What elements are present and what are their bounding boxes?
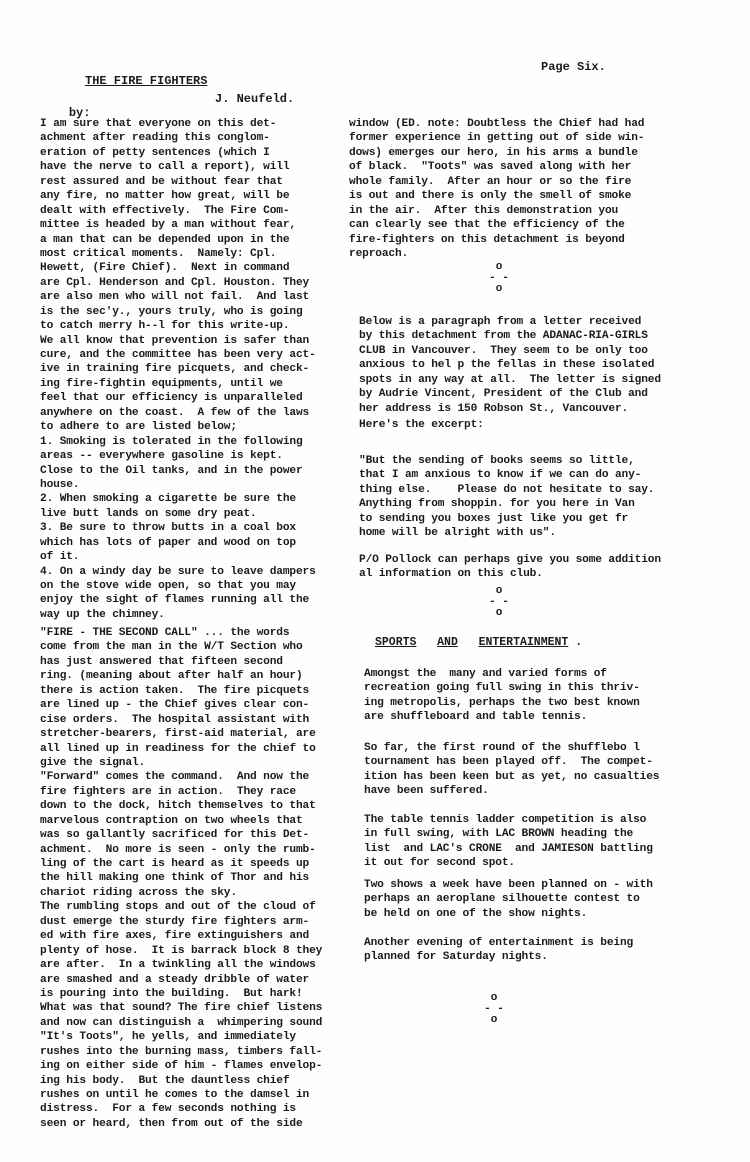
text-line: have the nerve to call a report), will xyxy=(40,161,290,174)
right-paragraph-shuffleboard xyxy=(364,741,659,799)
text-line: anywhere on the coast. A few of the laws xyxy=(40,406,310,419)
text-line: are smashed and a steady dribble of water xyxy=(40,973,310,986)
text-line: that I am anxious to know if we can do any- xyxy=(359,469,642,482)
right-paragraph-rescue xyxy=(349,117,644,261)
text-line: seen or heard, then from out of the side xyxy=(40,1117,303,1130)
separator-dot: o xyxy=(495,607,503,619)
text-line: all lined up in readiness for the chief to xyxy=(40,742,316,755)
text-line: I am sure that everyone on this det- xyxy=(40,118,277,130)
text-line: mittee is headed by a man without fear, xyxy=(40,219,296,232)
text-line: reproach. xyxy=(349,247,409,260)
sports-heading-trail: . xyxy=(568,636,583,649)
text-line: her address is 150 Robson St., Vancouver. xyxy=(359,402,629,415)
text-line: by Audrie Vincent, President of the Club and xyxy=(359,388,648,401)
text-line: window (ED. note: Doubtless the Chief had had xyxy=(349,118,645,130)
text-line: thing else. Please do not hesitate to say. xyxy=(359,483,655,496)
text-line: any fire, no matter how great, will be xyxy=(40,190,290,203)
right-paragraph-excerpt xyxy=(359,454,654,541)
text-line: "Forward" comes the command. And now the xyxy=(40,771,310,784)
text-line: come from the man in the W/T Section who xyxy=(40,641,303,654)
text-line: to sending you boxes just like you get fr xyxy=(359,512,629,525)
text-line: Hewett, (Fire Chief). Next in command xyxy=(40,262,290,275)
text-line: are after. In a twinkling all the windows xyxy=(40,959,316,972)
text-line: feel that our efficiency is unparalleled xyxy=(40,392,303,405)
separator-dashes: - - xyxy=(489,272,509,284)
text-line: distress. For a few seconds nothing is xyxy=(40,1103,296,1116)
text-line: ing on either side of him - flames envelop- xyxy=(40,1060,323,1073)
right-paragraph-shows xyxy=(364,878,653,921)
text-line: whole family. After an hour or so the fire xyxy=(349,175,632,188)
sports-heading-word: ENTERTAINMENT xyxy=(478,636,569,649)
text-line: enjoy the sight of flames running all the xyxy=(40,594,310,607)
separator-dot: o xyxy=(495,261,503,273)
text-line: is pouring into the building. But hark! xyxy=(40,987,303,1000)
text-line: tournament has been played off. The compet- xyxy=(364,756,653,769)
text-line: on the stove wide open, so that you may xyxy=(40,580,296,592)
text-line: are also men who will not fail. And last xyxy=(40,291,310,304)
text-line: Close to the Oil tanks, and in the power xyxy=(40,464,303,477)
text-line: it out for second spot. xyxy=(364,857,515,870)
text-line: there is action taken. The fire picquets xyxy=(40,684,310,697)
text-line: home will be alright with us". xyxy=(359,527,556,540)
text-line: achment. No more is seen - only the rumb- xyxy=(40,843,316,856)
right-paragraph-table-tennis xyxy=(364,813,653,871)
text-line: stretcher-bearers, first-aid material, are xyxy=(40,728,316,741)
text-line: ive in training fire picquets, and check- xyxy=(40,363,310,376)
right-paragraph-letter-intro xyxy=(359,315,661,416)
text-line: are lined up - the Chief gives clear con- xyxy=(40,699,310,712)
text-line: list and LAC's CRONE and JAMIESON battling xyxy=(364,842,653,855)
by-label: by: xyxy=(68,106,91,120)
text-line: "FIRE - THE SECOND CALL" ... the words xyxy=(40,627,290,639)
right-paragraph-recreation xyxy=(364,667,640,725)
text-line: ring. (meaning about after half an hour) xyxy=(40,670,303,683)
text-line: dust emerge the sturdy fire fighters arm- xyxy=(40,915,310,928)
right-paragraph-pollock-note xyxy=(359,553,661,582)
separator-dot: o xyxy=(490,1014,498,1026)
text-line: recreation going full swing in this thriv- xyxy=(364,682,640,695)
text-line: 2. When smoking a cigarette be sure the xyxy=(40,493,296,506)
article-title: THE FIRE FIGHTERS xyxy=(85,74,208,88)
separator-dot: o xyxy=(495,283,503,295)
text-line: al information on this club. xyxy=(359,568,543,581)
text-line: marvelous contraption on two wheels that xyxy=(40,814,303,827)
text-line: rushes into the burning mass, timbers fall- xyxy=(40,1045,323,1058)
text-line: dealt with effectively. The Fire Com- xyxy=(40,204,290,217)
separator-dashes: - - xyxy=(489,596,509,608)
text-line: way up the chimney. xyxy=(40,608,165,621)
author-name: J. Neufeld. xyxy=(215,92,295,106)
separator-dot: o xyxy=(495,585,503,597)
text-line: achment after reading this conglom- xyxy=(40,132,270,145)
text-line: live butt lands on some dry peat. xyxy=(40,507,257,520)
text-line: So far, the first round of the shufflebo l xyxy=(364,742,640,754)
text-line: perhaps an aeroplane silhouette contest to xyxy=(364,893,640,906)
text-line: a man that can be depended upon in the xyxy=(40,233,290,246)
text-line: cure, and the committee has been very act- xyxy=(40,349,316,361)
text-line: Two shows a week have been planned on - with xyxy=(364,879,653,891)
text-line: Below is a paragraph from a letter received xyxy=(359,316,642,328)
text-line: 4. On a windy day be sure to leave dampers xyxy=(40,565,316,578)
text-line: areas -- everywhere gasoline is kept. xyxy=(40,450,283,463)
text-line: Amongst the many and varied forms of xyxy=(364,668,607,680)
text-line: are Cpl. Henderson and Cpl. Houston. They xyxy=(40,276,310,289)
right-paragraph-evening xyxy=(364,936,633,965)
left-paragraph-second-call xyxy=(40,626,322,1131)
text-line: planned for Saturday nights. xyxy=(364,951,548,964)
section-separator xyxy=(484,993,504,1026)
text-line: P/O Pollock can perhaps give you some addition xyxy=(359,554,661,566)
text-line: Anything from shoppin. for you here in Van xyxy=(359,498,635,511)
text-line: most critical moments. Namely: Cpl. xyxy=(40,247,277,260)
sports-heading xyxy=(375,636,582,649)
text-line: cise orders. The hospital assistant with xyxy=(40,713,310,726)
text-line: ition has been keen but as yet, no casualties xyxy=(364,770,660,783)
text-line: ling of the cart is heard as it speeds up xyxy=(40,858,310,870)
text-line: give the signal. xyxy=(40,756,146,769)
text-line: ing metropolis, perhaps the two best known xyxy=(364,696,640,709)
text-line: 3. Be sure to throw butts in a coal box xyxy=(40,522,296,535)
text-line: which has lots of paper and wood on top xyxy=(40,536,296,549)
text-line: house. xyxy=(40,478,80,491)
text-line: rushes on until he comes to the damsel in xyxy=(40,1089,310,1101)
section-separator xyxy=(489,262,509,295)
text-line: be held on one of the show nights. xyxy=(364,907,588,920)
text-line: Another evening of entertainment is being xyxy=(364,937,634,949)
text-line: dows) emerges our hero, in his arms a bundle xyxy=(349,146,638,159)
text-line: down to the dock, hitch themselves to that xyxy=(40,800,316,813)
text-line: ed with fire axes, fire extinguishers and xyxy=(40,930,310,943)
text-line: was so gallantly sacrificed for this Det- xyxy=(40,829,310,842)
text-line: We all know that prevention is safer than xyxy=(40,334,310,347)
text-line: have been suffered. xyxy=(364,785,489,798)
left-paragraph-fire-committee xyxy=(40,117,316,622)
section-separator xyxy=(489,586,509,619)
sports-heading-and: AND xyxy=(437,636,458,649)
text-line: the hill making one think of Thor and his xyxy=(40,872,310,885)
text-line: of black. "Toots" was saved along with her xyxy=(349,161,632,174)
text-line: to catch merry h--l for this write-up. xyxy=(40,320,290,333)
text-line: plenty of hose. It is barrack block 8 they xyxy=(40,944,323,957)
text-line: The rumbling stops and out of the cloud of xyxy=(40,901,316,914)
text-line: The table tennis ladder competition is also xyxy=(364,814,647,826)
text-line: in full swing, with LAC BROWN heading the xyxy=(364,828,634,841)
text-line: 1. Smoking is tolerated in the following xyxy=(40,435,303,448)
text-line: fire-fighters on this detachment is beyond xyxy=(349,233,625,246)
text-line: of it. xyxy=(40,551,80,564)
text-line: has just answered that fifteen second xyxy=(40,655,283,668)
text-line: Here's the excerpt: xyxy=(359,419,484,431)
separator-dot: o xyxy=(490,992,498,1004)
text-line: spots in any way at all. The letter is signed xyxy=(359,373,661,386)
text-line: by this detachment from the ADANAC-RIA-GIRLS xyxy=(359,330,648,343)
text-line: fire fighters are in action. They race xyxy=(40,785,296,798)
text-line: CLUB in Vancouver. They seem to be only too xyxy=(359,344,648,357)
text-line: "It's Toots", he yells, and immediately xyxy=(40,1031,296,1044)
text-line: is out and there is only the smell of smoke xyxy=(349,190,632,203)
right-paragraph-excerpt-label xyxy=(359,418,484,432)
text-line: former experience in getting out of side win- xyxy=(349,132,645,145)
text-line: and now can distinguish a whimpering sound xyxy=(40,1016,323,1029)
text-line: can clearly see that the efficiency of the xyxy=(349,219,625,232)
text-line: is the sec'y., yours truly, who is going xyxy=(40,305,303,318)
text-line: What was that sound? The fire chief listens xyxy=(40,1002,323,1015)
text-line: ing fire-fightin equipments, until we xyxy=(40,377,283,390)
sports-heading-word: SPORTS xyxy=(375,636,417,649)
text-line: ing his body. But the dauntless chief xyxy=(40,1074,290,1087)
page-number: Page Six. xyxy=(541,60,606,74)
text-line: in the air. After this demonstration you xyxy=(349,204,619,217)
text-line: anxious to hel p the fellas in these isolated xyxy=(359,359,655,372)
text-line: to adhere to are listed below; xyxy=(40,421,237,434)
separator-dashes: - - xyxy=(484,1003,504,1015)
text-line: are shuffleboard and table tennis. xyxy=(364,711,588,724)
text-line: rest assured and be without fear that xyxy=(40,175,283,188)
text-line: "But the sending of books seems so little, xyxy=(359,455,635,467)
text-line: chariot riding across the sky. xyxy=(40,886,237,899)
text-line: eration of petty sentences (which I xyxy=(40,146,270,159)
